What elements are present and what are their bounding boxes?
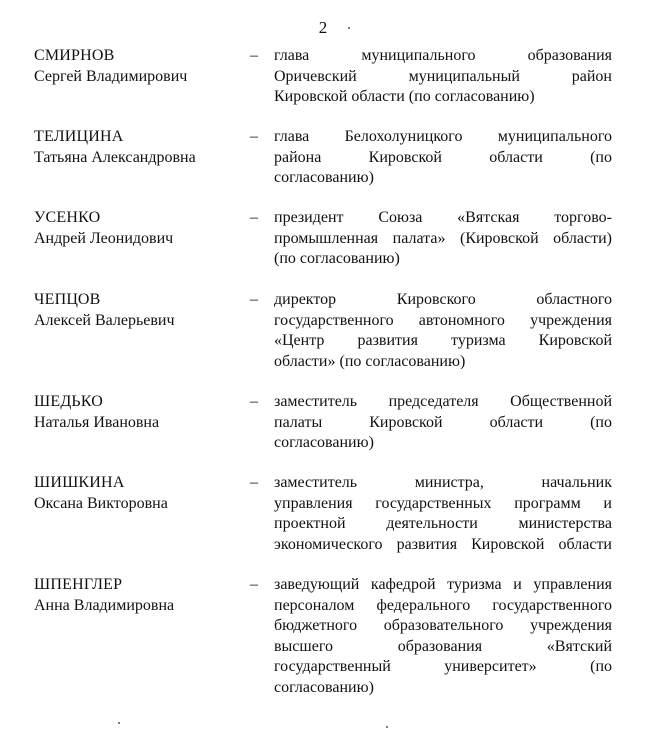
dash-separator: – (250, 128, 258, 145)
member-name (34, 290, 234, 331)
position-line: президент Союза «Вятская торгово- (274, 209, 612, 226)
position-line: района Кировской области (по (274, 148, 612, 166)
position-line: палаты Кировской области (по (274, 413, 612, 431)
member-given-name: Наталья Ивановна (34, 413, 160, 431)
member-position (274, 208, 612, 270)
position-line: «Центр развития туризма Кировской (274, 332, 612, 349)
member-position (274, 575, 612, 698)
member-given-name: Оксана Викторовна (34, 494, 168, 512)
member-position (274, 127, 612, 189)
dash-separator: – (250, 474, 258, 491)
member-position (274, 46, 612, 108)
position-line: бюджетного образовательного учреждения (274, 617, 612, 634)
dash-separator: – (250, 209, 258, 226)
member-surname: ШЕДЬКО (34, 393, 104, 410)
member-name (34, 575, 234, 616)
position-line: промышленная палата» (Кировской области) (274, 229, 612, 247)
member-surname: ШИШКИНА (34, 474, 125, 491)
position-line: заместитель министра, начальник (274, 474, 612, 491)
position-line: проектной деятельности министерства (274, 515, 612, 532)
dash-separator: – (250, 47, 258, 64)
member-name (34, 127, 234, 168)
position-line: управления государственных программ и (274, 494, 612, 512)
position-line: государственного автономного учреждения (274, 311, 612, 329)
member-surname: ТЕЛИЦИНА (34, 128, 124, 145)
position-line: персоналом федерального государственного (274, 596, 612, 614)
scan-speck (118, 722, 120, 724)
position-line: государственный университет» (по (274, 658, 612, 675)
scan-speck (386, 726, 388, 728)
page-number: 2 (318, 18, 328, 37)
scan-speck (348, 27, 350, 29)
position-line: Кировской области (по согласованию) (274, 88, 535, 105)
dash-separator: – (250, 291, 258, 308)
position-line: глава Белохолуницкого муниципального (274, 128, 612, 145)
member-given-name: Алексей Валерьевич (34, 311, 175, 329)
position-line: глава муниципального образования (274, 47, 612, 64)
dash-separator: – (250, 393, 258, 410)
position-line: области» (по согласованию) (274, 352, 466, 370)
member-position (274, 392, 612, 454)
member-name (34, 208, 234, 249)
member-position (274, 290, 612, 372)
member-given-name: Анна Владимировна (34, 596, 175, 614)
member-surname: ШПЕНГЛЕР (34, 576, 123, 593)
position-line: заведующий кафедрой туризма и управления (274, 576, 612, 593)
position-line: заместитель председателя Общественной (274, 393, 612, 410)
dash-separator: – (250, 576, 258, 593)
member-position (274, 473, 612, 555)
position-line: экономического развития Кировской области (274, 535, 612, 553)
position-line: согласованию) (274, 434, 374, 451)
member-given-name: Сергей Владимирович (34, 67, 188, 85)
member-name (34, 392, 234, 433)
member-name (34, 46, 234, 87)
position-line: Оричевский муниципальный район (274, 67, 612, 85)
member-given-name: Андрей Леонидович (34, 229, 174, 247)
member-surname: УСЕНКО (34, 209, 101, 226)
position-line: директор Кировского областного (274, 291, 612, 308)
position-line: согласованию) (274, 678, 374, 696)
position-line: высшего образования «Вятский (274, 637, 612, 655)
position-line: согласованию) (274, 169, 374, 186)
member-name (34, 473, 234, 514)
member-given-name: Татьяна Александровна (34, 148, 196, 166)
member-surname: ЧЕПЦОВ (34, 291, 101, 308)
member-surname: СМИРНОВ (34, 47, 115, 64)
position-line: (по согласованию) (274, 250, 400, 267)
